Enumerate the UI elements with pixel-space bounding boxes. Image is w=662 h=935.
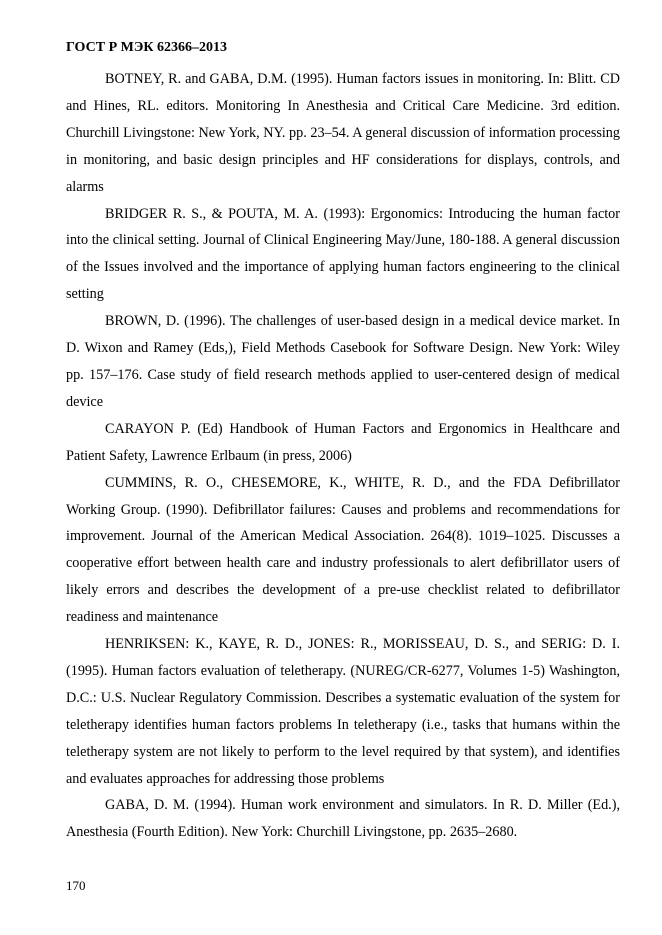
reference-entry-henriksen: HENRIKSEN: K., KAYE, R. D., JONES: R., MORISSEAU, D. S., and SERIG: D. I. (1995). Human factors evaluation of teletherapy. (NUREG/CR-6277, Volumes 1-5) Washington, D.C.: U.S. Nuclear Regulatory Commission. Describes a systematic evaluation of the system for teletherapy identifies human factors problems In teletherapy (i.e., tasks that humans within the teletherapy system are not likely to perform to the level required by that system), and identifies and evaluates approaches for addressing those problems	[66, 636, 620, 787]
reference-entry-gaba: GABA, D. M. (1994). Human work environment and simulators. In R. D. Miller (Ed.), Anesthesia (Fourth Edition). New York: Churchill Livingstone, pp. 2635–2680.	[66, 797, 620, 841]
reference-entry-carayon: CARAYON P. (Ed) Handbook of Human Factors and Ergonomics in Healthcare and Patient Safety, Lawrence Erlbaum (in press, 2006)	[66, 420, 620, 464]
reference-entry-brown: BROWN, D. (1996). The challenges of user-based design in a medical device market. In D. Wixon and Ramey (Eds,), Field Methods Casebook for Software Design. New York: Wiley pp. 157–176. Case study of field research methods applied to user-centered design of medical device	[66, 313, 620, 410]
document-header: ГОСТ Р МЭК 62366–2013	[66, 40, 227, 55]
page-number: 170	[66, 878, 86, 893]
reference-list	[66, 66, 620, 846]
reference-entry-cummins: CUMMINS, R. O., CHESEMORE, K., WHITE, R. D., and the FDA Defibrillator Working Group. (1990). Defibrillator failures: Causes and problems and recommendations for improvement. Journal of the American Medical Association. 264(8). 1019–1025. Discusses a cooperative effort between health care and industry professionals to alert defibrillator users of likely errors and describes the development of a pre-use checklist related to defibrillator readiness and maintenance	[66, 474, 620, 626]
reference-entry-bridger: BRIDGER R. S., & POUTA, M. A. (1993): Ergonomics: Introducing the human factor into the clinical setting. Journal of Clinical Engineering May/June, 180-188. A general discussion of the Issues involved and the importance of applying human factors engineering to the clinical setting	[66, 205, 620, 303]
reference-entry-botney: BOTNEY, R. and GABA, D.M. (1995). Human factors issues in monitoring. In: Blitt. CD and Hines, RL. editors. Monitoring In Anesthesia and Critical Care Medicine. 3rd edition. Churchill Livingstone: New York, NY. pp. 23–54. A general discussion of information processing in monitoring, and basic design principles and HF considerations for displays, controls, and alarms	[66, 71, 620, 195]
